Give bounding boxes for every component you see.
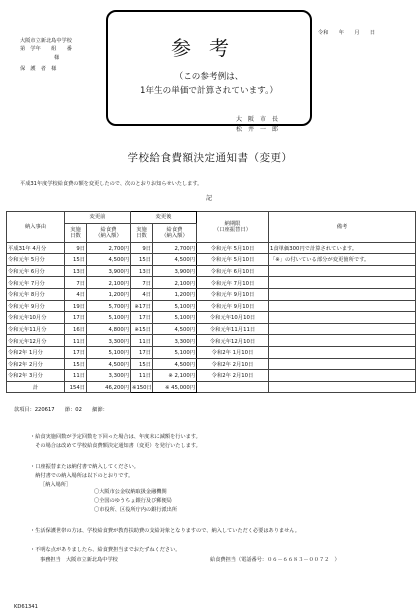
row-deadline: 令和元年11月11日 <box>197 323 269 335</box>
row-days-before: 16日 <box>65 323 87 335</box>
row-days-after: 13日 <box>131 265 153 277</box>
table-row <box>7 277 416 289</box>
row-deadline: 令和元年12月10日 <box>197 335 269 347</box>
header-days-before: 実施 日数 <box>65 223 87 242</box>
row-days-after: ※17日 <box>131 300 153 312</box>
row-days-before: 9日 <box>65 242 87 254</box>
row-days-before: 13日 <box>65 265 87 277</box>
document-title: 学校給食費額決定通知書（変更） <box>127 152 293 164</box>
student-honorific: 様 <box>54 55 60 61</box>
note2-line1: ・口座振替または納付書で納入してください。 <box>30 464 139 470</box>
row-days-before: 15日 <box>65 358 87 370</box>
row-fee-before: 3,300円 <box>87 370 131 382</box>
payment-place-2: 〇全国のゆうちょ銀行及び郵便局 <box>94 498 172 504</box>
table-row <box>7 300 416 312</box>
row-days-after: ※15日 <box>131 323 153 335</box>
header-days-after: 実施 日数 <box>131 223 153 242</box>
header-fee-after: 給食費 （納入額） <box>153 223 197 242</box>
row-deadline: 令和2年 2月10日 <box>197 370 269 382</box>
issuer-name: 松 井 一 郎 <box>236 126 279 133</box>
row-deadline: 令和2年 1月10日 <box>197 346 269 358</box>
note4: ・不明な点がありましたら、給食費担当までおたずねください。 <box>30 547 181 553</box>
reference-note-line1: （この参考例は、 <box>174 72 244 82</box>
row-days-before: 7日 <box>65 277 87 289</box>
row-month: 平成31年 4月分 <box>7 242 65 254</box>
row-fee-before: 2,700円 <box>87 242 131 254</box>
total-days-before: 154日 <box>65 381 87 393</box>
row-month: 令和2年 3月分 <box>7 370 65 382</box>
school-name: 大阪市立新北島中学校 <box>20 38 72 44</box>
total-fee-before: 46,200円 <box>87 381 131 393</box>
remarks-empty <box>269 300 416 312</box>
row-deadline: 令和元年 5月10日 <box>197 254 269 266</box>
note3: ・生活保護世帯の方は、学校給食費が教育扶助費の支給対象となりますので、納入していただく必要はありません。 <box>30 528 300 534</box>
row-month: 令和元年12月分 <box>7 335 65 347</box>
row-days-after: 15日 <box>131 254 153 266</box>
table-row <box>7 323 416 335</box>
row-fee-after: 4,500円 <box>153 358 197 370</box>
row-deadline: 令和元年 5月10日 <box>197 242 269 254</box>
table-total-row <box>7 381 416 393</box>
row-fee-after: 5,100円 <box>153 346 197 358</box>
contact-label: 事務担当 大阪市立新北島中学校 <box>40 557 118 563</box>
row-month: 令和元年 9月分 <box>7 300 65 312</box>
intro-text: 平成31年度学校給食費の額を変更したので、次のとおりお知らせいたします。 <box>20 181 203 187</box>
row-fee-before: 5,100円 <box>87 346 131 358</box>
header-month: 納入事由 <box>7 212 65 243</box>
total-fee-after: ※ 45,000円 <box>153 381 197 393</box>
table-row <box>7 335 416 347</box>
remarks-empty <box>269 370 416 382</box>
payment-place-3: 〇市役所、区役所庁内の銀行派出所 <box>94 507 178 513</box>
row-fee-after: 3,300円 <box>153 335 197 347</box>
payment-place-1: 〇大阪市公金収納取扱金融機関 <box>94 489 167 495</box>
note1-line1: ・給食実施回数が予定回数を下回った場合は、年度末に減額を行います。 <box>30 434 201 440</box>
budget-codes: 款項目：220617 節：02 細節： <box>14 407 108 413</box>
reference-note-line2: 1年生の単価で計算されています。） <box>140 86 278 96</box>
row-days-before: 11日 <box>65 335 87 347</box>
row-fee-before: 1,200円 <box>87 288 131 300</box>
row-deadline: 令和元年 7月10日 <box>197 277 269 289</box>
remarks-empty <box>269 312 416 324</box>
row-days-after: 17日 <box>131 346 153 358</box>
row-days-before: 17日 <box>65 346 87 358</box>
header-deadline: 納期限 （口座振替日） <box>197 212 269 243</box>
row-fee-before: 4,800円 <box>87 323 131 335</box>
row-fee-after: 3,900円 <box>153 265 197 277</box>
payment-place-label: ［納入場所］ <box>40 482 72 488</box>
row-days-before: 17日 <box>65 312 87 324</box>
contact-phone: 給食費担当（電話番号：０６－６６８３－００７２ ） <box>210 557 340 563</box>
row-month: 令和元年 8月分 <box>7 288 65 300</box>
row-days-after: 4日 <box>131 288 153 300</box>
row-days-after: 9日 <box>131 242 153 254</box>
table-row <box>7 370 416 382</box>
document-code: KD61341 <box>14 604 38 610</box>
row-fee-after: 4,500円 <box>153 323 197 335</box>
guardian-label: 保 護 者 様 <box>20 66 57 72</box>
row-fee-before: 3,900円 <box>87 265 131 277</box>
row-days-after: 17日 <box>131 312 153 324</box>
row-fee-after: 5,100円 <box>153 300 197 312</box>
remarks-empty <box>269 346 416 358</box>
row-month: 令和2年 2月分 <box>7 358 65 370</box>
row-fee-before: 5,700円 <box>87 300 131 312</box>
row-days-after: 11日 <box>131 370 153 382</box>
remarks-empty <box>269 288 416 300</box>
table-row <box>7 346 416 358</box>
row-fee-after: 4,500円 <box>153 254 197 266</box>
header-remarks: 備考 <box>269 212 416 243</box>
row-fee-after: ※ 2,100円 <box>153 370 197 382</box>
header-before: 変更前 <box>65 212 131 224</box>
issue-date: 令和 年 月 日 <box>318 30 376 36</box>
note1-line2: その場合は改めて学校給食費額決定通知書（変更）を発行いたします。 <box>30 443 201 449</box>
total-label: 計 <box>7 381 65 393</box>
row-days-before: 11日 <box>65 370 87 382</box>
row-fee-before: 5,100円 <box>87 312 131 324</box>
reference-callout <box>106 10 312 126</box>
table-row <box>7 265 416 277</box>
row-month: 令和元年 7月分 <box>7 277 65 289</box>
row-deadline: 令和元年 9月10日 <box>197 288 269 300</box>
reference-title: 参考 <box>171 36 247 60</box>
ki-label: 記 <box>206 195 213 202</box>
remarks-empty <box>269 265 416 277</box>
row-month: 令和2年 1月分 <box>7 346 65 358</box>
remarks-empty <box>269 277 416 289</box>
issuer-city: 大 阪 市 長 <box>236 116 279 123</box>
header-after: 変更後 <box>131 212 197 224</box>
note2-line2: 納付書での納入場所は以下のとおりです。 <box>30 473 134 479</box>
row-deadline: 令和元年 9月10日 <box>197 300 269 312</box>
remarks-empty <box>269 323 416 335</box>
row-deadline: 令和2年 2月10日 <box>197 358 269 370</box>
remarks-line2: 「※」の付いている部分が変更箇所です。 <box>269 254 416 266</box>
row-days-before: 19日 <box>65 300 87 312</box>
fee-table <box>6 211 416 393</box>
row-fee-before: 4,500円 <box>87 254 131 266</box>
grade-class: 第 学年 組 番 <box>20 46 72 52</box>
row-days-before: 4日 <box>65 288 87 300</box>
row-days-after: 15日 <box>131 358 153 370</box>
row-fee-after: 5,100円 <box>153 312 197 324</box>
remarks-empty <box>269 358 416 370</box>
remarks-line1: 1食単価300円で計算されています。 <box>269 242 416 254</box>
table-row <box>7 358 416 370</box>
row-month: 令和元年11月分 <box>7 323 65 335</box>
table-row <box>7 254 416 266</box>
row-fee-before: 4,500円 <box>87 358 131 370</box>
total-days-after: ※150日 <box>131 381 153 393</box>
table-row <box>7 312 416 324</box>
row-fee-after: 1,200円 <box>153 288 197 300</box>
row-fee-before: 3,300円 <box>87 335 131 347</box>
row-month: 令和元年 5月分 <box>7 254 65 266</box>
row-deadline: 令和元年10月10日 <box>197 312 269 324</box>
row-month: 令和元年10月分 <box>7 312 65 324</box>
row-days-before: 15日 <box>65 254 87 266</box>
row-month: 令和元年 6月分 <box>7 265 65 277</box>
total-deadline-empty <box>197 381 269 393</box>
table-row <box>7 242 416 254</box>
table-row <box>7 288 416 300</box>
row-deadline: 令和元年 6月10日 <box>197 265 269 277</box>
header-fee-before: 給食費 （納入額） <box>87 223 131 242</box>
row-fee-after: 2,100円 <box>153 277 197 289</box>
row-fee-before: 2,100円 <box>87 277 131 289</box>
total-remarks-empty <box>269 381 416 393</box>
row-fee-after: 2,700円 <box>153 242 197 254</box>
row-days-after: 11日 <box>131 335 153 347</box>
remarks-empty <box>269 335 416 347</box>
row-days-after: 7日 <box>131 277 153 289</box>
